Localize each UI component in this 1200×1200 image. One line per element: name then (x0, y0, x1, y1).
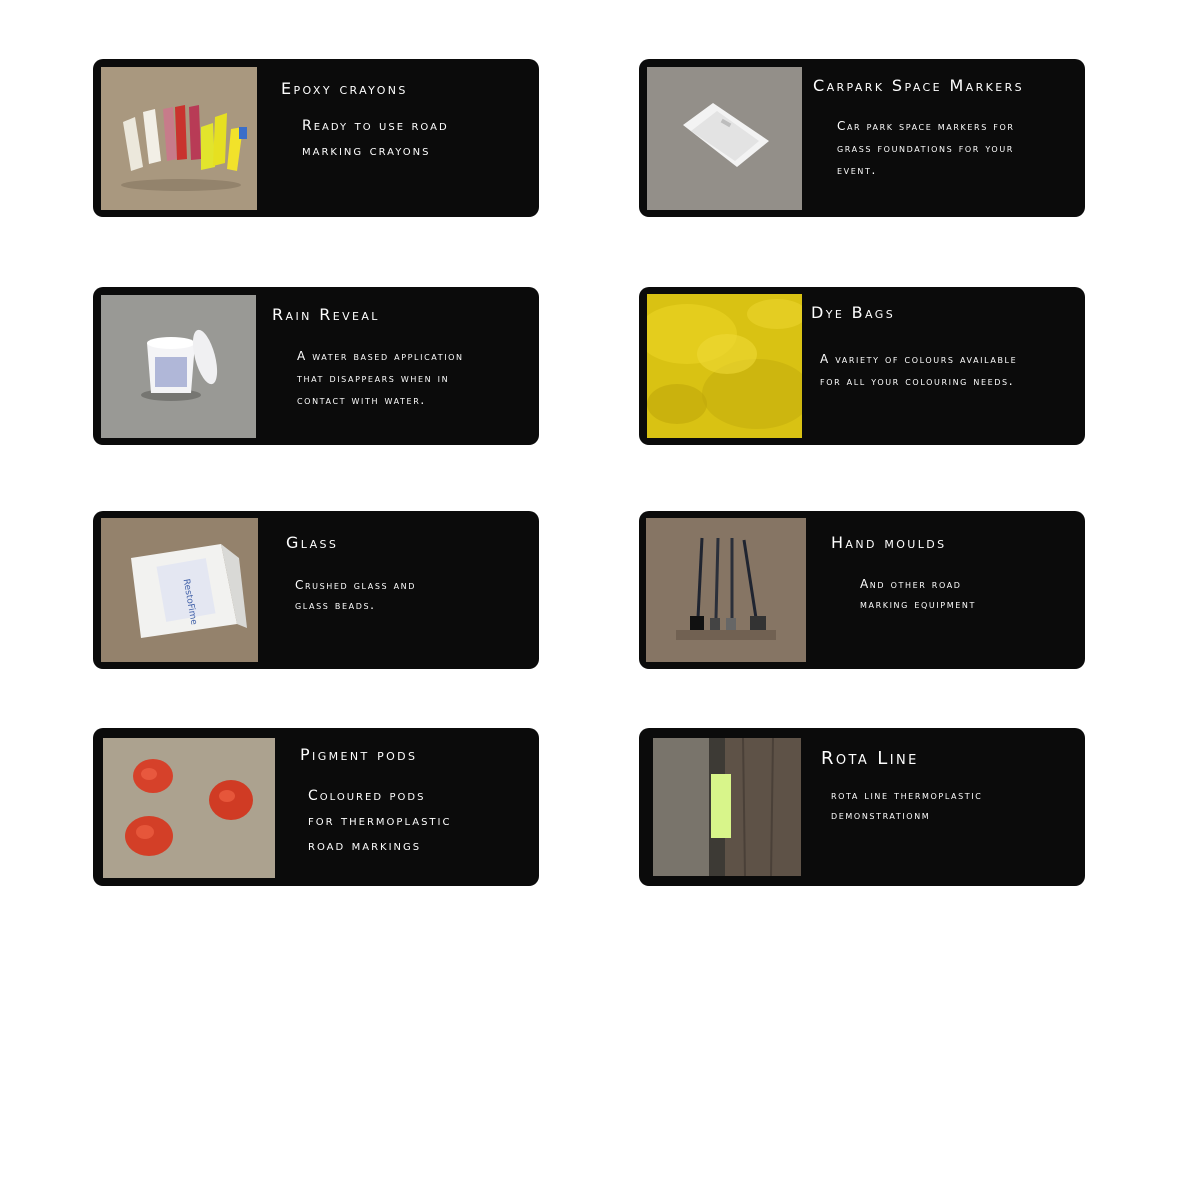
card-title: Dye Bags (811, 303, 896, 322)
product-card-rain-reveal[interactable] (93, 287, 539, 445)
card-description: And other road marking equipment (860, 577, 976, 611)
rota-line-photo[interactable] (653, 738, 801, 876)
svg-text:RestoFime: RestoFime (180, 578, 199, 626)
card-title: Hand moulds (831, 533, 947, 552)
product-card-carpark-space-markers[interactable] (639, 59, 1085, 217)
card-title: Glass (286, 533, 339, 552)
product-card-rota-line[interactable] (639, 728, 1085, 886)
card-title: Rain Reveal (272, 305, 380, 324)
card-description: Coloured pods for thermoplastic road markings (308, 788, 452, 854)
card-description: Crushed glass and glass beads. (295, 578, 417, 612)
card-description: rota line thermoplastic demonstrationm (831, 788, 983, 822)
glass-bag-photo[interactable] (101, 518, 258, 662)
space-marker-photo[interactable] (647, 67, 802, 210)
product-card-epoxy-crayons[interactable] (93, 59, 539, 217)
card-title: Pigment pods (300, 745, 418, 764)
product-card-dye-bags[interactable] (639, 287, 1085, 445)
product-card-glass[interactable] (93, 511, 539, 669)
card-description: A variety of colours available for all your colouring needs. (820, 352, 1018, 388)
hand-moulds-photo[interactable] (646, 518, 806, 662)
card-title: Rota Line (821, 748, 919, 769)
card-description: Ready to use road marking crayons (302, 118, 449, 159)
yellow-powder-photo[interactable] (647, 294, 802, 438)
crayons-photo[interactable] (101, 67, 257, 210)
bucket-photo[interactable] (101, 295, 256, 438)
product-card-hand-moulds[interactable] (639, 511, 1085, 669)
card-title: Epoxy crayons (281, 79, 408, 98)
card-title: Carpark Space Markers (813, 76, 1025, 95)
pigment-pods-photo[interactable] (103, 738, 275, 878)
card-description: Car park space markers for grass foundations for your event. (837, 119, 1015, 177)
card-description: A water based application that disappears when in contact with water. (297, 349, 464, 407)
product-card-pigment-pods[interactable] (93, 728, 539, 886)
